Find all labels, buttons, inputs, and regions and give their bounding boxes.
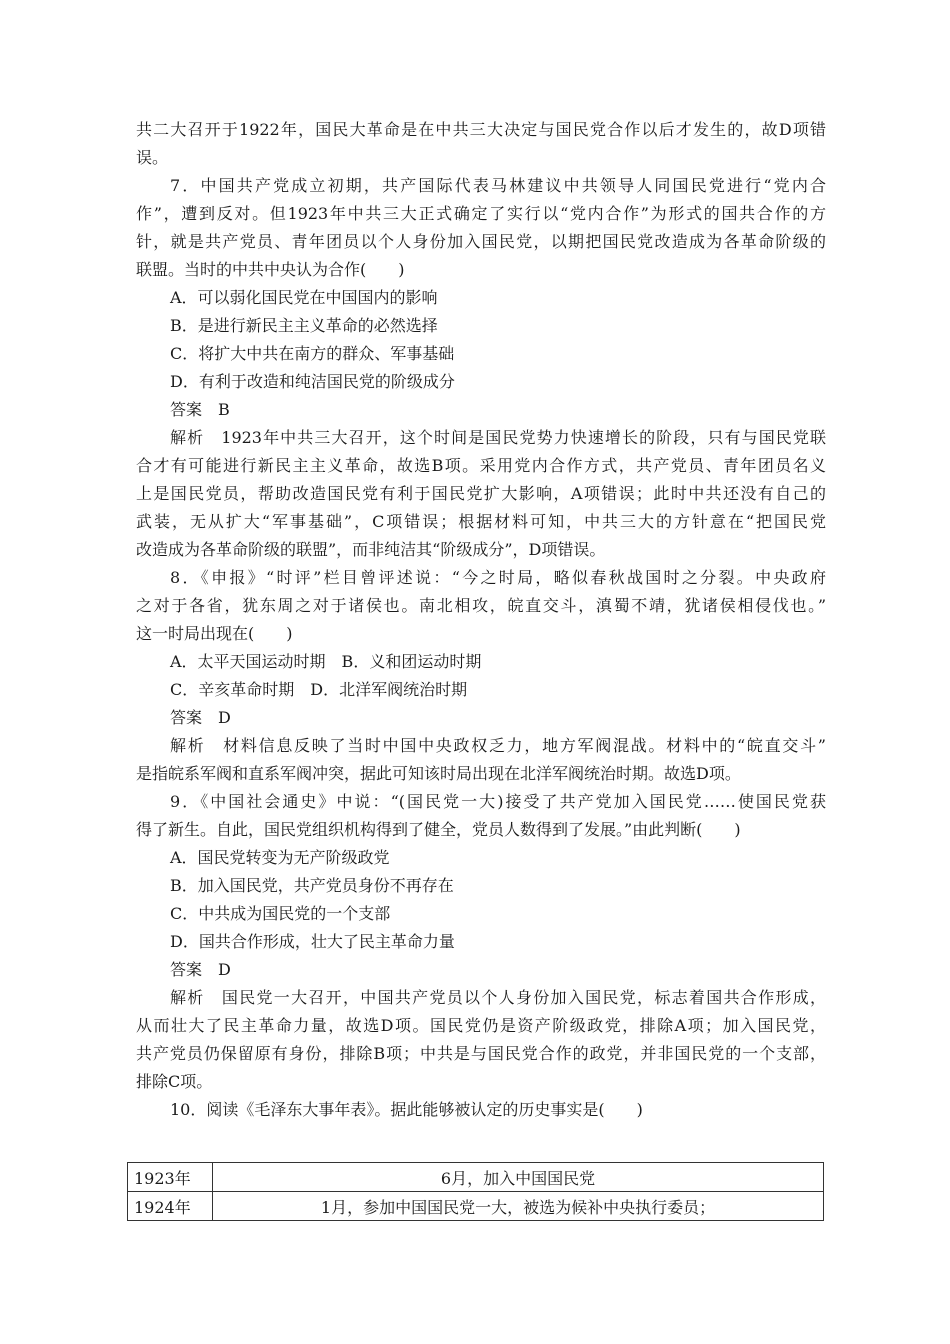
text-line: 武装，无从扩大“军事基础”，C项错误；根据材料可知，中共三大的方针意在“把国民党 bbox=[136, 512, 826, 531]
text-line: 排除C项。 bbox=[136, 1072, 213, 1091]
mao-events-table bbox=[127, 1162, 824, 1221]
document-text bbox=[136, 116, 826, 1124]
text-line: B．是进行新民主主义革命的必然选择 bbox=[170, 316, 438, 335]
text-line: 7．中国共产党成立初期，共产国际代表马林建议中共领导人同国民党进行“党内合 bbox=[170, 176, 826, 195]
document-page bbox=[136, 116, 826, 1221]
text-line: D．国共合作形成，壮大了民主革命力量 bbox=[170, 932, 455, 951]
text-line: 8．《申报》“时评”栏目曾评述说：“今之时局，略似春秋战国时之分裂。中央政府 bbox=[170, 568, 826, 587]
text-line: 上是国民党员，帮助改造国民党有利于国民党扩大影响，A项错误；此时中共还没有自己的 bbox=[136, 484, 826, 503]
text-line: 合才有可能进行新民主主义革命，故选B项。采用党内合作方式，共产党员、青年团员名义 bbox=[136, 456, 826, 475]
text-line: 得了新生。自此，国民党组织机构得到了健全，党员人数得到了发展。”由此判断( ) bbox=[136, 820, 741, 839]
text-line: 针，就是共产党员、青年团员以个人身份加入国民党，以期把国民党改造成为各革命阶级的 bbox=[136, 232, 826, 251]
text-line: 这一时局出现在( ) bbox=[136, 624, 293, 643]
text-line: A．太平天国运动时期 B．义和团运动时期 bbox=[170, 652, 482, 671]
table-row bbox=[128, 1192, 824, 1221]
text-line: 答案 B bbox=[170, 400, 230, 419]
text-line: C．辛亥革命时期 D．北洋军阀统治时期 bbox=[170, 680, 468, 699]
text-line: A．可以弱化国民党在中国国内的影响 bbox=[170, 288, 438, 307]
text-line: 联盟。当时的中共中央认为合作( ) bbox=[136, 260, 405, 279]
table-row bbox=[128, 1163, 824, 1192]
text-line: 共二大召开于1922年，国民大革命是在中共三大决定与国民党合作以后才发生的，故D项错 bbox=[136, 120, 826, 139]
text-line: 从而壮大了民主革命力量，故选D项。国民党仍是资产阶级政党，排除A项；加入国民党， bbox=[136, 1016, 826, 1035]
text-line: D．有利于改造和纯洁国民党的阶级成分 bbox=[170, 372, 455, 391]
year-cell: 1923年 bbox=[128, 1163, 213, 1192]
text-line: 之对于各省，犹东周之对于诸侯也。南北相攻，皖直交斗，滇蜀不靖，犹诸侯相侵伐也。” bbox=[136, 596, 826, 615]
text-line: 是指皖系军阀和直系军阀冲突，据此可知该时局出现在北洋军阀统治时期。故选D项。 bbox=[136, 764, 741, 783]
text-line: C．中共成为国民党的一个支部 bbox=[170, 904, 391, 923]
event-cell: 6月，加入中国国民党 bbox=[213, 1163, 824, 1192]
text-line: 作”，遭到反对。但1923年中共三大正式确定了实行以“党内合作”为形式的国共合作的方 bbox=[136, 204, 826, 223]
text-line: C．将扩大中共在南方的群众、军事基础 bbox=[170, 344, 455, 363]
text-line: A．国民党转变为无产阶级政党 bbox=[170, 848, 390, 867]
text-line: 误。 bbox=[136, 148, 169, 167]
text-line: 答案 D bbox=[170, 708, 231, 727]
text-line: 共产党员仍保留原有身份，排除B项；中共是与国民党合作的政党，并非国民党的一个支部， bbox=[136, 1044, 826, 1063]
table-spacer bbox=[136, 1124, 826, 1162]
event-cell: 1月，参加中国国民党一大，被选为候补中央执行委员； bbox=[213, 1192, 824, 1221]
year-cell: 1924年 bbox=[128, 1192, 213, 1221]
text-line: 9．《中国社会通史》中说：“(国民党一大)接受了共产党加入国民党……使国民党获 bbox=[170, 792, 826, 811]
text-line: 解析 1923年中共三大召开，这个时间是国民党势力快速增长的阶段，只有与国民党联 bbox=[170, 428, 826, 447]
text-line: 答案 D bbox=[170, 960, 231, 979]
text-line: 改造成为各革命阶级的联盟”，而非纯洁其“阶级成分”，D项错误。 bbox=[136, 540, 606, 559]
text-line: 解析 国民党一大召开，中国共产党员以个人身份加入国民党，标志着国共合作形成， bbox=[170, 988, 826, 1007]
text-line: B．加入国民党，共产党员身份不再存在 bbox=[170, 876, 454, 895]
text-line: 10．阅读《毛泽东大事年表》。据此能够被认定的历史事实是( ) bbox=[170, 1100, 643, 1119]
text-line: 解析 材料信息反映了当时中国中央政权乏力，地方军阀混战。材料中的“皖直交斗” bbox=[170, 736, 826, 755]
